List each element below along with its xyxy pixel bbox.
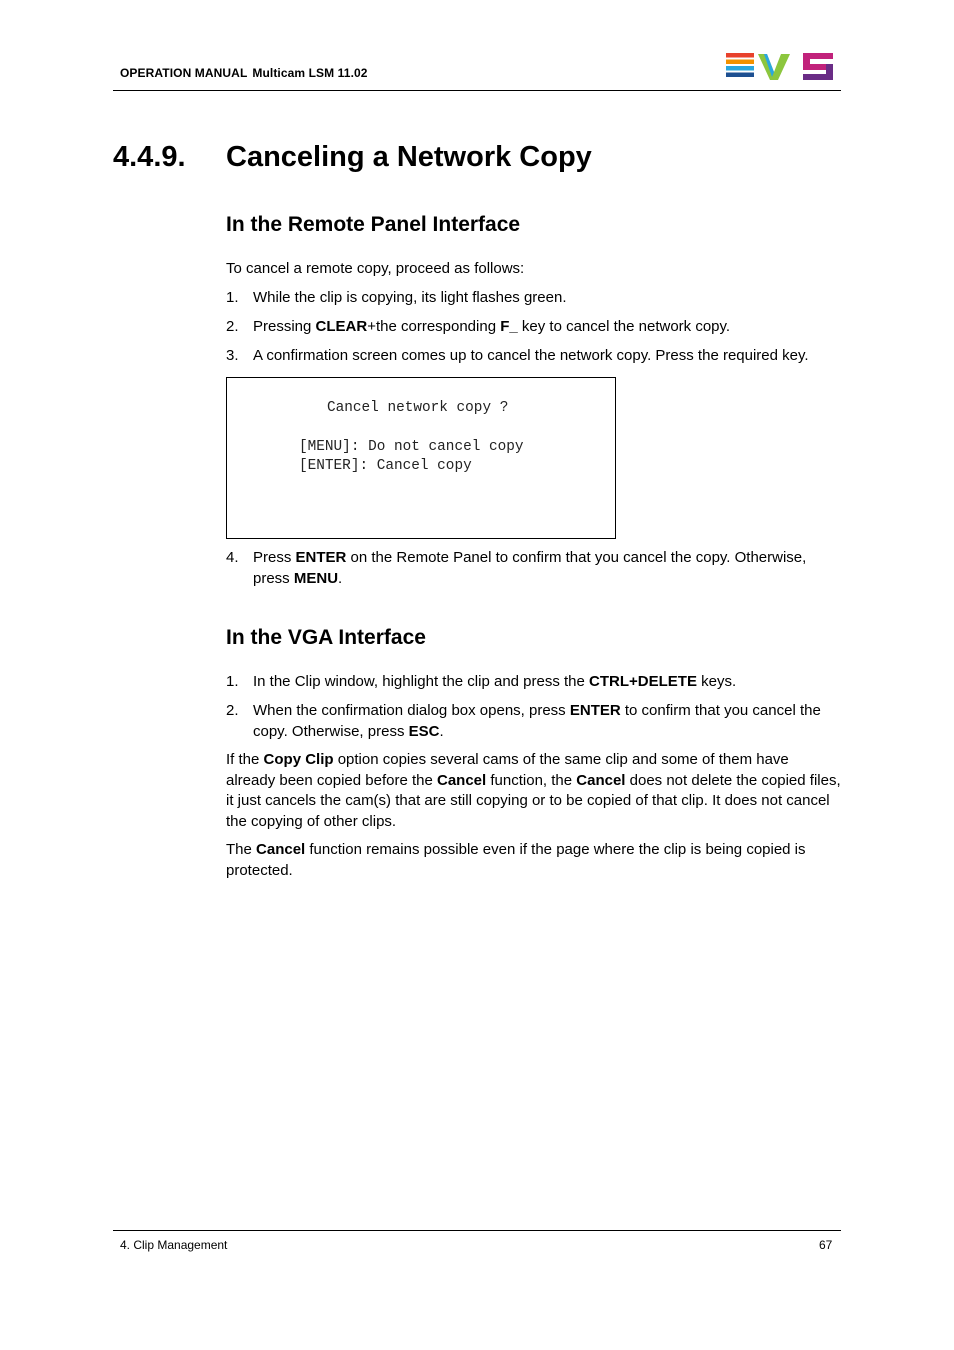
step-number: 2. xyxy=(226,702,239,719)
section-number: 4.4.9. xyxy=(113,141,186,173)
remote-step-1 xyxy=(226,288,841,309)
vga-step-2 xyxy=(226,701,841,742)
step-number: 4. xyxy=(226,549,239,566)
screen-line-2: [MENU]: Do not cancel copy xyxy=(299,439,524,455)
term-copy-clip: Copy Clip xyxy=(263,751,334,768)
section-title: Canceling a Network Copy xyxy=(226,141,592,173)
step-number: 1. xyxy=(226,673,239,690)
term-cancel: Cancel xyxy=(437,771,487,789)
key-enter: ENTER xyxy=(569,702,621,719)
term-cancel: Cancel xyxy=(576,771,626,789)
term-cancel: Cancel xyxy=(256,841,306,858)
key-enter: ENTER xyxy=(295,549,347,566)
screen-line-1: Cancel network copy ? xyxy=(327,400,509,416)
product-label: Multicam LSM 11.02 xyxy=(252,66,368,80)
step-text: In the Clip window, highlight the clip and press the CTRL+DELETE keys. xyxy=(253,673,737,690)
step-text: While the clip is copying, its light flashes green. xyxy=(253,289,567,306)
header-title xyxy=(120,66,368,80)
header-rule xyxy=(113,90,841,91)
step-text: Pressing CLEAR+the corresponding F_ key to cancel the network copy. xyxy=(253,318,731,335)
step-number: 1. xyxy=(226,289,239,306)
evs-logo xyxy=(724,53,836,83)
vga-paragraph-2: The Cancel function remains possible even if the page where the clip is being copied is protected. xyxy=(226,841,806,879)
vga-step-1 xyxy=(226,672,841,693)
key-esc: ESC xyxy=(408,722,440,740)
vga-paragraph-1: If the Copy Clip option copies several cams of the same clip and some of them have already been copied before the Cancel function, the Cancel does not delete the copied files, it just cancels the cam(s) that are still copying or to be copied of that clip. It does not cancel the copying of other clips. xyxy=(226,751,841,830)
remote-heading: In the Remote Panel Interface xyxy=(226,213,521,236)
manual-label: OPERATION MANUAL xyxy=(120,66,248,80)
key-f: F_ xyxy=(500,318,518,335)
key-clear: CLEAR xyxy=(315,318,368,335)
remote-step-3 xyxy=(226,346,841,367)
step-text: When the confirmation dialog box opens, press ENTER to confirm that you cancel the copy. Otherwise, press ESC. xyxy=(253,702,821,740)
step-text: Press ENTER on the Remote Panel to confirm that you cancel the copy. Otherwise, press MENU. xyxy=(253,549,807,587)
key-ctrl-delete: CTRL+DELETE xyxy=(589,673,697,690)
remote-intro: To cancel a remote copy, proceed as follows: xyxy=(226,260,525,277)
key-menu: MENU xyxy=(293,569,339,587)
footer-rule xyxy=(113,1230,841,1231)
step-number: 3. xyxy=(226,347,239,364)
screen-line-3: [ENTER]: Cancel copy xyxy=(299,458,472,474)
step-text: A confirmation screen comes up to cancel the network copy. Press the required key. xyxy=(253,347,809,364)
page-number: 67 xyxy=(819,1238,833,1252)
step-number: 2. xyxy=(226,318,239,335)
remote-step-2 xyxy=(226,317,841,338)
vga-heading: In the VGA Interface xyxy=(226,626,426,649)
remote-confirmation-screen xyxy=(226,377,616,539)
footer-chapter: 4. Clip Management xyxy=(120,1238,228,1252)
remote-step-4 xyxy=(226,548,841,589)
section-heading xyxy=(113,141,592,174)
